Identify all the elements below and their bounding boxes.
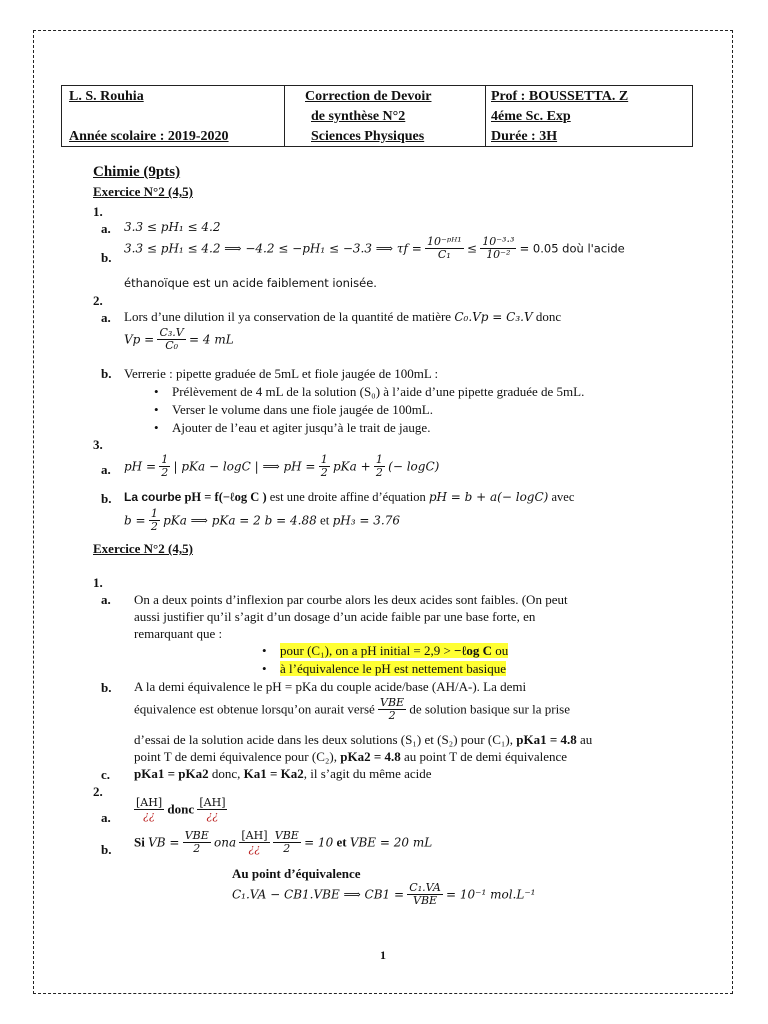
ex1-q2a-frac-num: C₃.V	[159, 326, 184, 339]
ex1-q1b-start: 3.3 ≤ pH₁ ≤ 4.2 ⟹ −4.2 ≤ −pH₁ ≤ −3.3 ⟹ τf =	[124, 241, 422, 256]
header-title-cell	[284, 85, 486, 147]
ex1-q1b-line2: éthanoïque est un acide faiblement ionisée.	[124, 276, 377, 290]
ex1-q1b-frac2-num: 10⁻³·³	[482, 235, 515, 248]
ex2-q2-number: 2.	[93, 784, 103, 799]
ex2-q1b-l4c: au point T de demi équivalence	[403, 749, 568, 764]
ex1-q3a-frac3-num: 1	[375, 453, 383, 466]
ex2-q1c-t1: donc,	[211, 766, 241, 781]
ex1-q2a-label: a.	[101, 310, 111, 325]
ex2-q1b-l2b: de solution basique sur la prise	[409, 701, 571, 717]
ex1-q3b-pre: La courbe	[124, 490, 182, 504]
ex2-q2a-frac1-den: ¿¿	[143, 809, 155, 822]
doc-title-line2: de synthèse N°2	[311, 109, 406, 124]
ex1-q3a-frac1-num: 1	[161, 453, 169, 466]
school-name: L. S. Rouhia	[69, 89, 144, 104]
ex2-q2a-label: a.	[101, 810, 111, 825]
ex1-q3b-frac-num: 1	[150, 507, 158, 520]
page-number: 1	[380, 948, 386, 962]
ex2-q1b-l3b: pKa1 = 4.8	[516, 732, 577, 747]
list-item	[280, 643, 508, 659]
ex2-q2b-eq10: = 10	[304, 835, 334, 850]
ex1-q3b-et: et	[319, 512, 330, 528]
ex1-q2a-frac-den: C₀	[165, 339, 179, 352]
ex1-q3b-label: b.	[101, 491, 112, 506]
ex2-q1b-label: b.	[101, 680, 112, 695]
ex1-q3a-frac1-den: 2	[161, 466, 169, 479]
list-item	[280, 661, 506, 677]
ex1-q1b-le: ≤	[466, 241, 477, 256]
ex1-q2a-donc: donc	[535, 309, 562, 324]
ex2-q1a-hl1-post: ou	[495, 643, 509, 658]
ex1-q3a-mid: | pKa − logC | ⟹ pH =	[173, 459, 316, 474]
exercise-2-title: Exercice N°2 (4,5)	[93, 541, 193, 556]
exam-duration: Durée : 3H	[491, 129, 558, 144]
ex2-q2b-vbe: VBE = 20 mL	[349, 835, 433, 850]
ex2-q1b-l4b: pKa2 = 4.8	[340, 749, 401, 764]
ex1-q3b-avec: avec	[551, 490, 575, 504]
ex1-q3b-line1	[124, 490, 574, 505]
ex1-q3-number: 3.	[93, 437, 103, 452]
ex1-q1b-frac1-den: C₁	[437, 248, 451, 261]
ex2-q1b-l3c: au	[579, 732, 593, 747]
ex2-q1a-label: a.	[101, 592, 111, 607]
ex2-q1a-hl1-pre: pour (C₁), on a pH initial = 2,9 >	[280, 643, 451, 658]
ex2-q1b-l2a: équivalence est obtenue lorsqu’on aurait versé	[134, 701, 375, 717]
highlight-equivalence: à l’équivalence le pH est nettement basique	[280, 661, 506, 676]
ex2-q2b-vb: VB =	[148, 835, 180, 850]
class-level: 4éme Sc. Exp	[491, 109, 571, 124]
ex2-q1c-b1: pKa1 = pKa2	[134, 766, 209, 781]
ex2-q2b-frac2-num: [AH]	[241, 829, 268, 842]
ex1-q3b-bold: pH = f(−ℓog C )	[184, 490, 267, 504]
eq-result: = 10⁻¹ mol.L⁻¹	[446, 887, 536, 902]
ex1-q1b-frac1	[425, 236, 464, 261]
eq-start: C₁.VA − CB1.VBE ⟹ CB1 =	[232, 887, 405, 902]
ex2-q2b-frac2-den: ¿¿	[248, 842, 261, 855]
highlight-ph-initial	[280, 643, 508, 658]
list-item: • Ajouter de l’eau et agiter jusqu’à le trait de jauge.	[172, 420, 430, 436]
ex2-q2a-donc: donc	[167, 801, 195, 817]
exercise-1-title: Exercice N°2 (4,5)	[93, 184, 193, 199]
ex1-q2a-frac	[157, 327, 185, 352]
ex1-q3a-label: a.	[101, 462, 111, 477]
ex1-q2a-text: Lors d’une dilution il ya conservation de la quantité de matière	[124, 309, 452, 324]
ex2-q1c-t2: , il s’agit du même acide	[303, 766, 432, 781]
ex2-q2b-si: Si	[134, 834, 145, 850]
ex2-q2a-frac2-num: [AH]	[199, 796, 226, 809]
doc-title-line1: Correction de Devoir	[305, 89, 432, 104]
ex2-q1b-line1: A la demi équivalence le pH = pKa du couple acide/base (AH/A-). La demi	[134, 679, 527, 694]
ex2-q2b-frac3	[273, 830, 301, 855]
ex1-q3b-frac-den: 2	[150, 520, 158, 533]
ex2-q1b-frac-den: 2	[388, 709, 396, 722]
ex1-q3b-line2	[124, 508, 400, 533]
ex2-q2b-frac3-den: 2	[283, 842, 291, 855]
header-prof-cell	[485, 85, 693, 147]
ex2-q1b-line2	[134, 697, 570, 722]
ex1-q3a-frac3	[374, 454, 385, 479]
ex2-q2b-line	[134, 830, 432, 855]
ex2-q2b-frac1-den: 2	[193, 842, 201, 855]
list-item: • Verser le volume dans une fiole jaugée de 100mL.	[172, 402, 433, 418]
ex1-q2-number: 2.	[93, 293, 103, 308]
ex2-q2a-line	[134, 797, 227, 822]
ex1-q2b-label: b.	[101, 366, 112, 381]
ex1-q3a-frac3-den: 2	[375, 466, 383, 479]
doc-title-line3: Sciences Physiques	[311, 129, 425, 144]
list-item: • Prélèvement de 4 mL de la solution (S₀) à l’aide d’une pipette graduée de 5mL.	[172, 384, 584, 400]
ex1-q1-number: 1.	[93, 204, 103, 219]
ex1-q2b-text: Verrerie : pipette graduée de 5mL et fiole jaugée de 100mL :	[124, 366, 439, 381]
ex2-q2b-ona: ona	[214, 835, 237, 850]
ex2-q1b-line4	[134, 749, 567, 765]
ex1-q1b-frac2	[480, 236, 516, 261]
ex1-q3b-frac	[149, 508, 160, 533]
ex2-q2a-frac1-num: [AH]	[136, 796, 163, 809]
ex1-q2a-eq: C₀.Vp = C₃.V	[454, 310, 533, 324]
ex1-q2a-line2	[124, 327, 234, 352]
ex1-q3a-end: (− logC)	[388, 459, 440, 474]
ex2-q2b-frac1	[183, 830, 211, 855]
ex1-q3a-mid2: pKa +	[333, 459, 371, 474]
ex2-q2b-frac1-num: VBE	[184, 829, 209, 842]
ex1-q2a-line1	[124, 309, 561, 325]
ex1-q2a-vp: Vp =	[124, 332, 155, 347]
equivalence-equation	[232, 882, 535, 907]
eq-frac	[407, 882, 442, 907]
section-title: Chimie (9pts)	[93, 164, 181, 180]
ex1-q3a-start: pH =	[124, 459, 157, 474]
ex2-q1a-line2: aussi justifier qu’il s’agit d’un dosage d’un acide faible par une base forte, en	[134, 609, 536, 624]
ex2-q1a-line3: remarquant que :	[134, 626, 223, 641]
header-school-cell	[61, 85, 285, 147]
ex2-q1-number: 1.	[93, 575, 103, 590]
ex1-q2a-result: = 4 mL	[189, 332, 234, 347]
ex1-q1a-answer: 3.3 ≤ pH₁ ≤ 4.2	[124, 220, 221, 234]
ex2-q2b-frac2	[239, 830, 269, 855]
ex1-q1b-end: = 0.05 doù l'acide	[519, 241, 625, 256]
ex2-q2a-frac2-den: ¿¿	[206, 809, 219, 822]
ex1-q3a-frac1	[159, 454, 170, 479]
ex1-q3a-equation	[124, 454, 439, 479]
eq-frac-den: VBE	[413, 894, 438, 907]
ex2-q2b-label: b.	[101, 842, 112, 857]
ex1-q3b-b2: pKa ⟹ pKa = 2 b = 4.88	[163, 513, 317, 528]
equivalence-title: Au point d’équivalence	[232, 866, 361, 881]
ex2-q1a-line1: On a deux points d’inflexion par courbe alors les deux acides sont faibles. (On peut	[134, 592, 568, 607]
ex1-q3a-frac2-num: 1	[320, 453, 328, 466]
ex1-q3a-frac2	[319, 454, 330, 479]
ex2-q2b-et: et	[336, 834, 347, 850]
ex2-q2b-frac3-num: VBE	[274, 829, 299, 842]
header-table	[61, 85, 693, 147]
prof-name: Prof : BOUSSETTA. Z	[491, 89, 629, 104]
ex2-q1b-frac	[378, 697, 406, 722]
ex2-q2a-frac1	[134, 797, 164, 822]
ex2-q1c-label: c.	[101, 767, 111, 782]
ex2-q1c-line	[134, 766, 432, 782]
eq-frac-num: C₁.VA	[409, 881, 441, 894]
ex1-q3b-b: b =	[124, 513, 146, 528]
ex2-q1c-b2: Ka1 = Ka2	[243, 766, 304, 781]
ex2-q2a-frac2	[197, 797, 227, 822]
ex1-q1b-label: b.	[101, 250, 112, 265]
ex1-q1b-frac2-den: 10⁻²	[486, 248, 511, 261]
ex1-q3a-frac2-den: 2	[320, 466, 328, 479]
school-year: Année scolaire : 2019-2020	[69, 129, 229, 144]
ex2-q1b-line3	[134, 732, 592, 748]
ex2-q1b-l4a: point T de demi équivalence pour (C₂),	[134, 749, 337, 764]
ex2-q1a-hl1-bold: −ℓog C	[454, 643, 493, 658]
ex1-q1b-equation	[124, 236, 625, 261]
ex1-q1a-label: a.	[101, 221, 111, 236]
ex2-q1b-l3a: d’essai de la solution acide dans les deux solutions (S₁) et (S₂) pour (C₁),	[134, 732, 513, 747]
ex2-q1b-frac-num: VBE	[380, 696, 405, 709]
ex1-q3b-ph3: pH₃ = 3.76	[332, 513, 400, 528]
ex1-q1b-frac1-num: 10⁻ᵖᴴ¹	[427, 235, 462, 248]
ex1-q3b-eq: pH = b + a(− logC)	[428, 490, 549, 504]
ex1-q3b-text: est une droite affine d’équation	[269, 490, 426, 504]
